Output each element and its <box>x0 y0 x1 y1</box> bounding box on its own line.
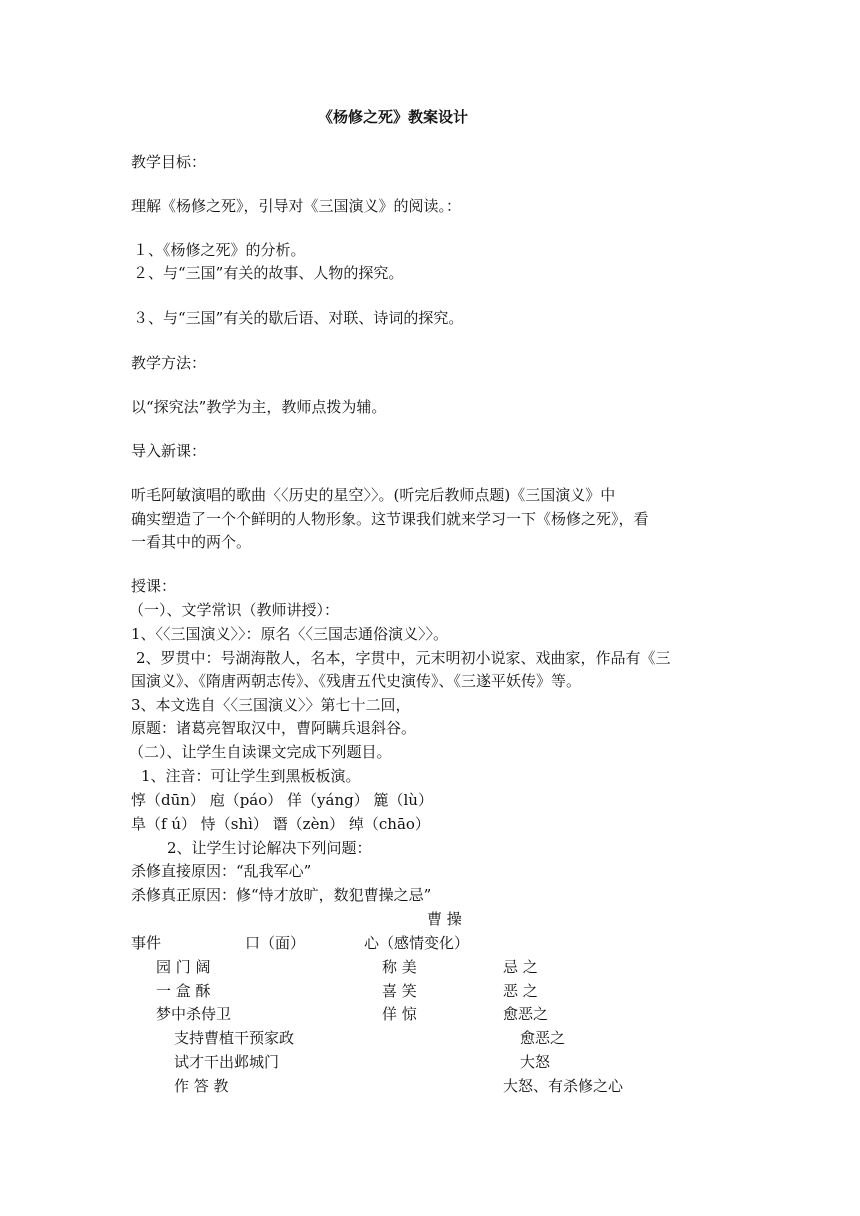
table-header-face: 口（面） <box>245 934 306 952</box>
item-1: 1、〈〈三国演义〉〉：原名〈〈三国志通俗演义〉〉。 <box>131 625 449 643</box>
table-row-1-heart: 忌 之 <box>503 958 538 976</box>
goal-heading: 教学目标： <box>131 153 207 171</box>
table-row-5-heart: 大怒 <box>520 1053 551 1071</box>
intro-heading: 导入新课： <box>131 442 207 460</box>
table-row-1-face: 称 美 <box>382 958 417 976</box>
goal-item-1: １、《杨修之死》的分析。 <box>133 241 306 259</box>
table-group-header: 曹 操 <box>427 910 462 928</box>
item-3-line-2: 原题：诸葛亮智取汉中，曹阿瞒兵退斜谷。 <box>131 719 417 737</box>
table-row-3-event: 梦中杀侍卫 <box>156 1005 232 1023</box>
table-row-2-face: 喜 笑 <box>382 982 417 1000</box>
table-row-4-heart: 愈恶之 <box>520 1029 566 1047</box>
task-1: 1、注音：可让学生到黑板板演。 <box>141 767 361 785</box>
item-2-line-1: 2、罗贯中：号湖海散人，名本，字贯中，元末明初小说家、戏曲家，作品有《三 <box>136 649 671 667</box>
task-2: 2、让学生讨论解决下列问题： <box>167 839 372 857</box>
table-header-event: 事件 <box>131 934 162 952</box>
table-row-1-event: 园 门 阔 <box>156 958 211 976</box>
intro-line-2: 确实塑造了一个个鲜明的人物形象。这节课我们就来学习一下《杨修之死》，看 <box>131 510 649 528</box>
pinyin-row-2: 阜（f ú） 恃（shì） 谮（zèn） 绰（chāo） <box>131 815 430 833</box>
method-text: 以“探究法”教学为主，教师点拨为辅。 <box>131 398 387 416</box>
table-row-3-face: 佯 惊 <box>382 1005 417 1023</box>
table-row-3-heart: 愈恶之 <box>503 1005 549 1023</box>
method-heading: 教学方法： <box>131 354 207 372</box>
table-header-heart: 心（感情变化） <box>364 934 470 952</box>
goal-intro: 理解《杨修之死》，引导对《三国演义》的阅读。： <box>131 197 462 215</box>
table-row-6-event: 作 答 教 <box>174 1077 229 1095</box>
table-row-5-event: 试才干出邺城门 <box>174 1053 280 1071</box>
part1-heading: （一）、文学常识（教师讲授）： <box>129 601 340 619</box>
table-row-2-event: 一 盒 酥 <box>156 982 211 1000</box>
teach-heading: 授课： <box>131 577 177 595</box>
table-row-2-heart: 恶 之 <box>503 982 538 1000</box>
document-title: 《杨修之死》教案设计 <box>318 108 469 126</box>
table-row-4-event: 支持曹植干预家政 <box>174 1029 295 1047</box>
item-3-line-1: 3、本文选自〈〈三国演义〉〉第七十二回， <box>131 696 411 714</box>
goal-item-2: ２、与“三国”有关的故事、人物的探究。 <box>133 264 404 282</box>
intro-line-1: 听毛阿敏演唱的歌曲〈〈历史的星空〉〉。(听完后教师点题)《三国演义》中 <box>131 486 616 504</box>
reason-direct: 杀修直接原因：“乱我军心” <box>131 862 312 880</box>
goal-item-3: ３、与“三国”有关的歇后语、对联、诗词的探究。 <box>133 309 464 327</box>
pinyin-row-1: 惇（dūn） 庖（páo） 佯（yáng） 簏（lù） <box>131 791 433 809</box>
table-row-6-heart: 大怒、有杀修之心 <box>503 1077 624 1095</box>
reason-real: 杀修真正原因：修“恃才放旷，数犯曹操之忌” <box>131 886 432 904</box>
intro-line-3: 一看其中的两个。 <box>131 533 252 551</box>
part2-heading: （二）、让学生自读课文完成下列题目。 <box>129 743 392 761</box>
item-2-line-2: 国演义》、《隋唐两朝志传》、《残唐五代史演传》、《三遂平妖传》等。 <box>131 672 582 690</box>
